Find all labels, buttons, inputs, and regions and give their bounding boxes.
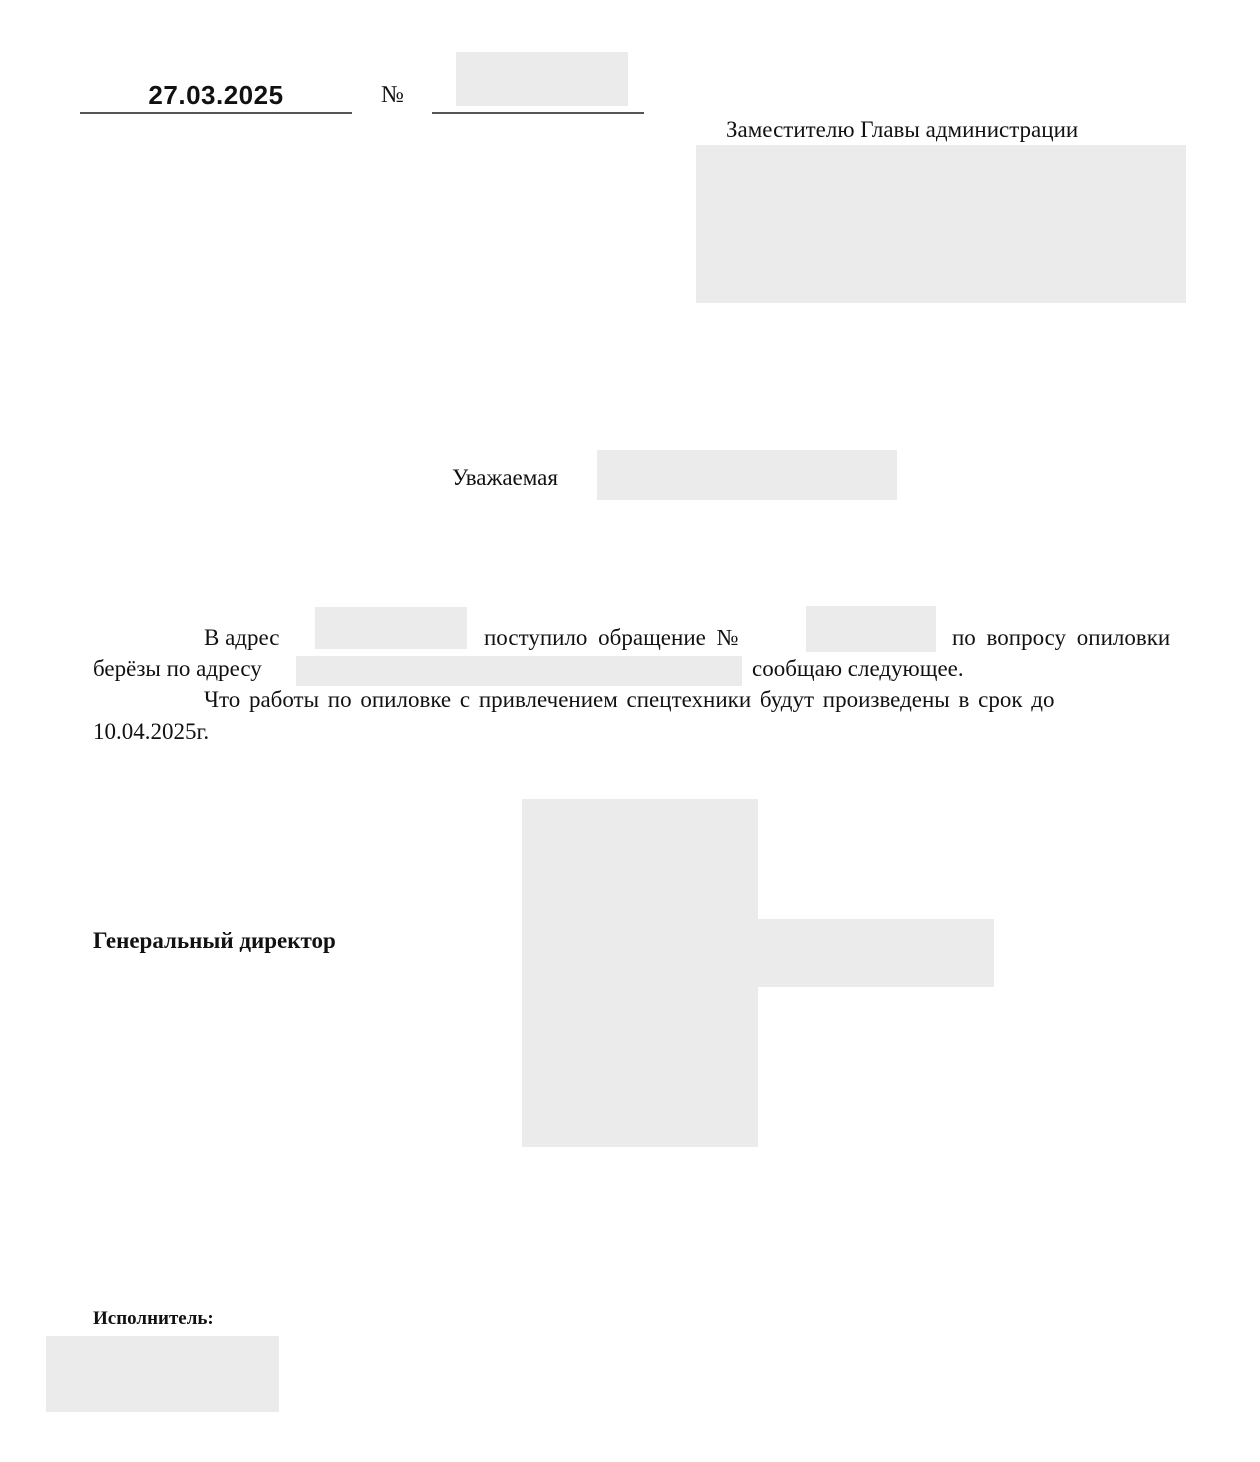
redacted-appeal-number	[806, 606, 936, 652]
signatory-position: Генеральный директор	[93, 928, 336, 953]
letter-date: 27.03.2025	[80, 78, 352, 114]
redacted-executor-details	[46, 1336, 279, 1412]
redacted-address	[296, 656, 742, 686]
body-line2-part-a: берёзы по адресу	[93, 656, 262, 681]
recipient-title: Заместителю Главы администрации	[726, 117, 1079, 142]
executor-label: Исполнитель:	[93, 1308, 214, 1329]
redacted-organization	[315, 607, 467, 649]
body-line1-part-b: поступило обращение №	[484, 625, 739, 650]
redacted-signature-stamp	[522, 799, 758, 1147]
redacted-signatory-name	[758, 919, 994, 987]
redacted-recipient-details	[696, 145, 1186, 303]
body-line1-part-a: В адрес	[204, 625, 280, 650]
body-line3: Что работы по опиловке с привлечением спецтехники будут произведены в срок до	[204, 687, 1055, 712]
redacted-letter-number	[456, 52, 628, 106]
number-sign: №	[381, 82, 404, 108]
body-line2-part-b: сообщаю следующее.	[752, 656, 964, 681]
salutation: Уважаемая	[452, 465, 558, 490]
body-line4: 10.04.2025г.	[93, 719, 210, 744]
redacted-addressee-name	[597, 450, 897, 500]
body-line1-part-c: по вопросу опиловки	[952, 625, 1171, 650]
